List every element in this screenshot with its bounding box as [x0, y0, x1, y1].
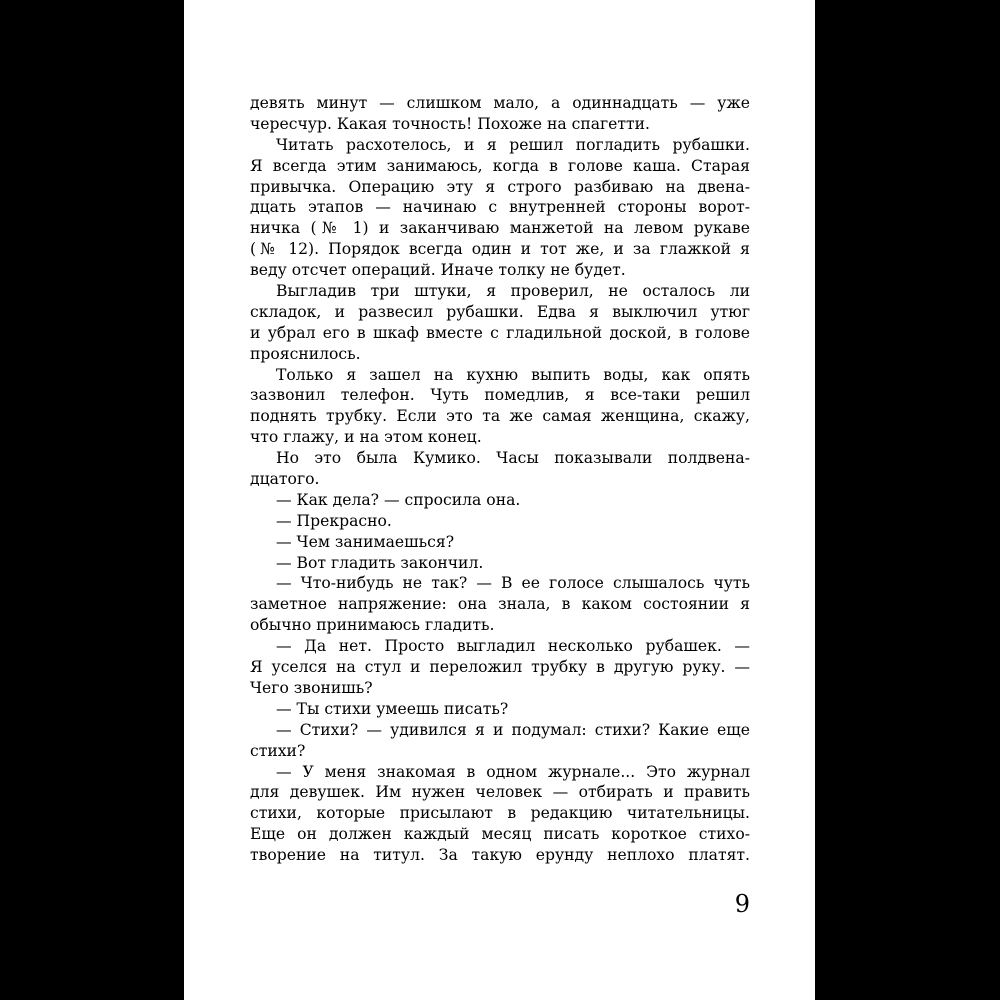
text-line: Еще он должен каждый месяц писать короткое стихо-: [250, 825, 750, 844]
text-line: привычка. Операцию эту я строго разбиваю на двена-: [250, 177, 750, 196]
text-line: стихи?: [250, 741, 306, 760]
text-line: — Вот гладить закончил.: [276, 553, 484, 572]
text-line: стихи, которые присылают в редакцию читательницы.: [250, 804, 750, 823]
text-line: девять минут — слишком мало, а одиннадцать — уже: [250, 94, 750, 112]
text-line: Только я зашел на кухню выпить воды, как опять: [276, 365, 750, 384]
text-line: Я всегда этим занимаюсь, когда в голове каша. Старая: [250, 156, 750, 175]
text-line: — У меня знакомая в одном журнале... Это журнал: [276, 762, 750, 781]
text-line: — Что-нибудь не так? — В ее голосе слышалось чуть: [276, 574, 750, 593]
text-line: дцать этапов — начинаю с внутренней стороны ворот-: [250, 198, 750, 217]
text-line: — Ты стихи умеешь писать?: [276, 699, 509, 718]
text-line: чересчур. Какая точность! Похоже на спагетти.: [250, 114, 651, 133]
text-line: (№ 12). Порядок всегда один и тот же, и за глажкой я: [250, 240, 750, 259]
text-line: — Как дела? — спросила она.: [276, 490, 521, 509]
text-line: — Да нет. Просто выгладил несколько рубашек. —: [276, 637, 750, 656]
text-line: — Прекрасно.: [276, 511, 392, 530]
text-line: Чего звонишь?: [250, 678, 373, 697]
text-line: ничка (№ 1) и заканчиваю манжетой на левом рукаве: [250, 219, 750, 238]
text-line: Читать расхотелось, и я решил погладить рубашки.: [276, 135, 750, 154]
text-line: Я уселся на стул и переложил трубку в другую руку. —: [250, 658, 750, 677]
text-line: и убрал его в шкаф вместе с гладильной доской, в голове: [250, 323, 750, 342]
text-line: Но это была Кумико. Часы показывали полдвена-: [276, 449, 750, 468]
text-line: веду отсчет операций. Иначе толку не будет.: [250, 261, 626, 280]
text-line: — Чем занимаешься?: [276, 532, 455, 551]
text-line: складок, и развесил рубашки. Едва я выключил утюг: [250, 302, 750, 321]
text-line: для девушек. Им нужен человек — отбирать и править: [250, 783, 750, 802]
book-page: [184, 0, 815, 1000]
text-line: Выгладив три штуки, я проверил, не осталось ли: [276, 282, 750, 301]
text-line: — Стихи? — удивился я и подумал: стихи? Какие еще: [276, 720, 750, 739]
text-line: заметное напряжение: она знала, в каком состоянии я: [250, 595, 750, 614]
page-number: 9: [734, 890, 750, 918]
text-line: поднять трубку. Если это та же самая женщина, скажу,: [250, 407, 750, 426]
text-line: что глажу, и на этом конец.: [250, 428, 482, 447]
text-line: прояснилось.: [250, 344, 361, 363]
text-line: творение на титул. За такую ерунду неплохо платят.: [250, 846, 750, 865]
text-line: обычно принимаюсь гладить.: [250, 616, 495, 635]
page-text: [250, 93, 750, 866]
text-line: дцатого.: [250, 470, 320, 489]
text-line: зазвонил телефон. Чуть помедлив, я все-таки решил: [250, 386, 750, 405]
